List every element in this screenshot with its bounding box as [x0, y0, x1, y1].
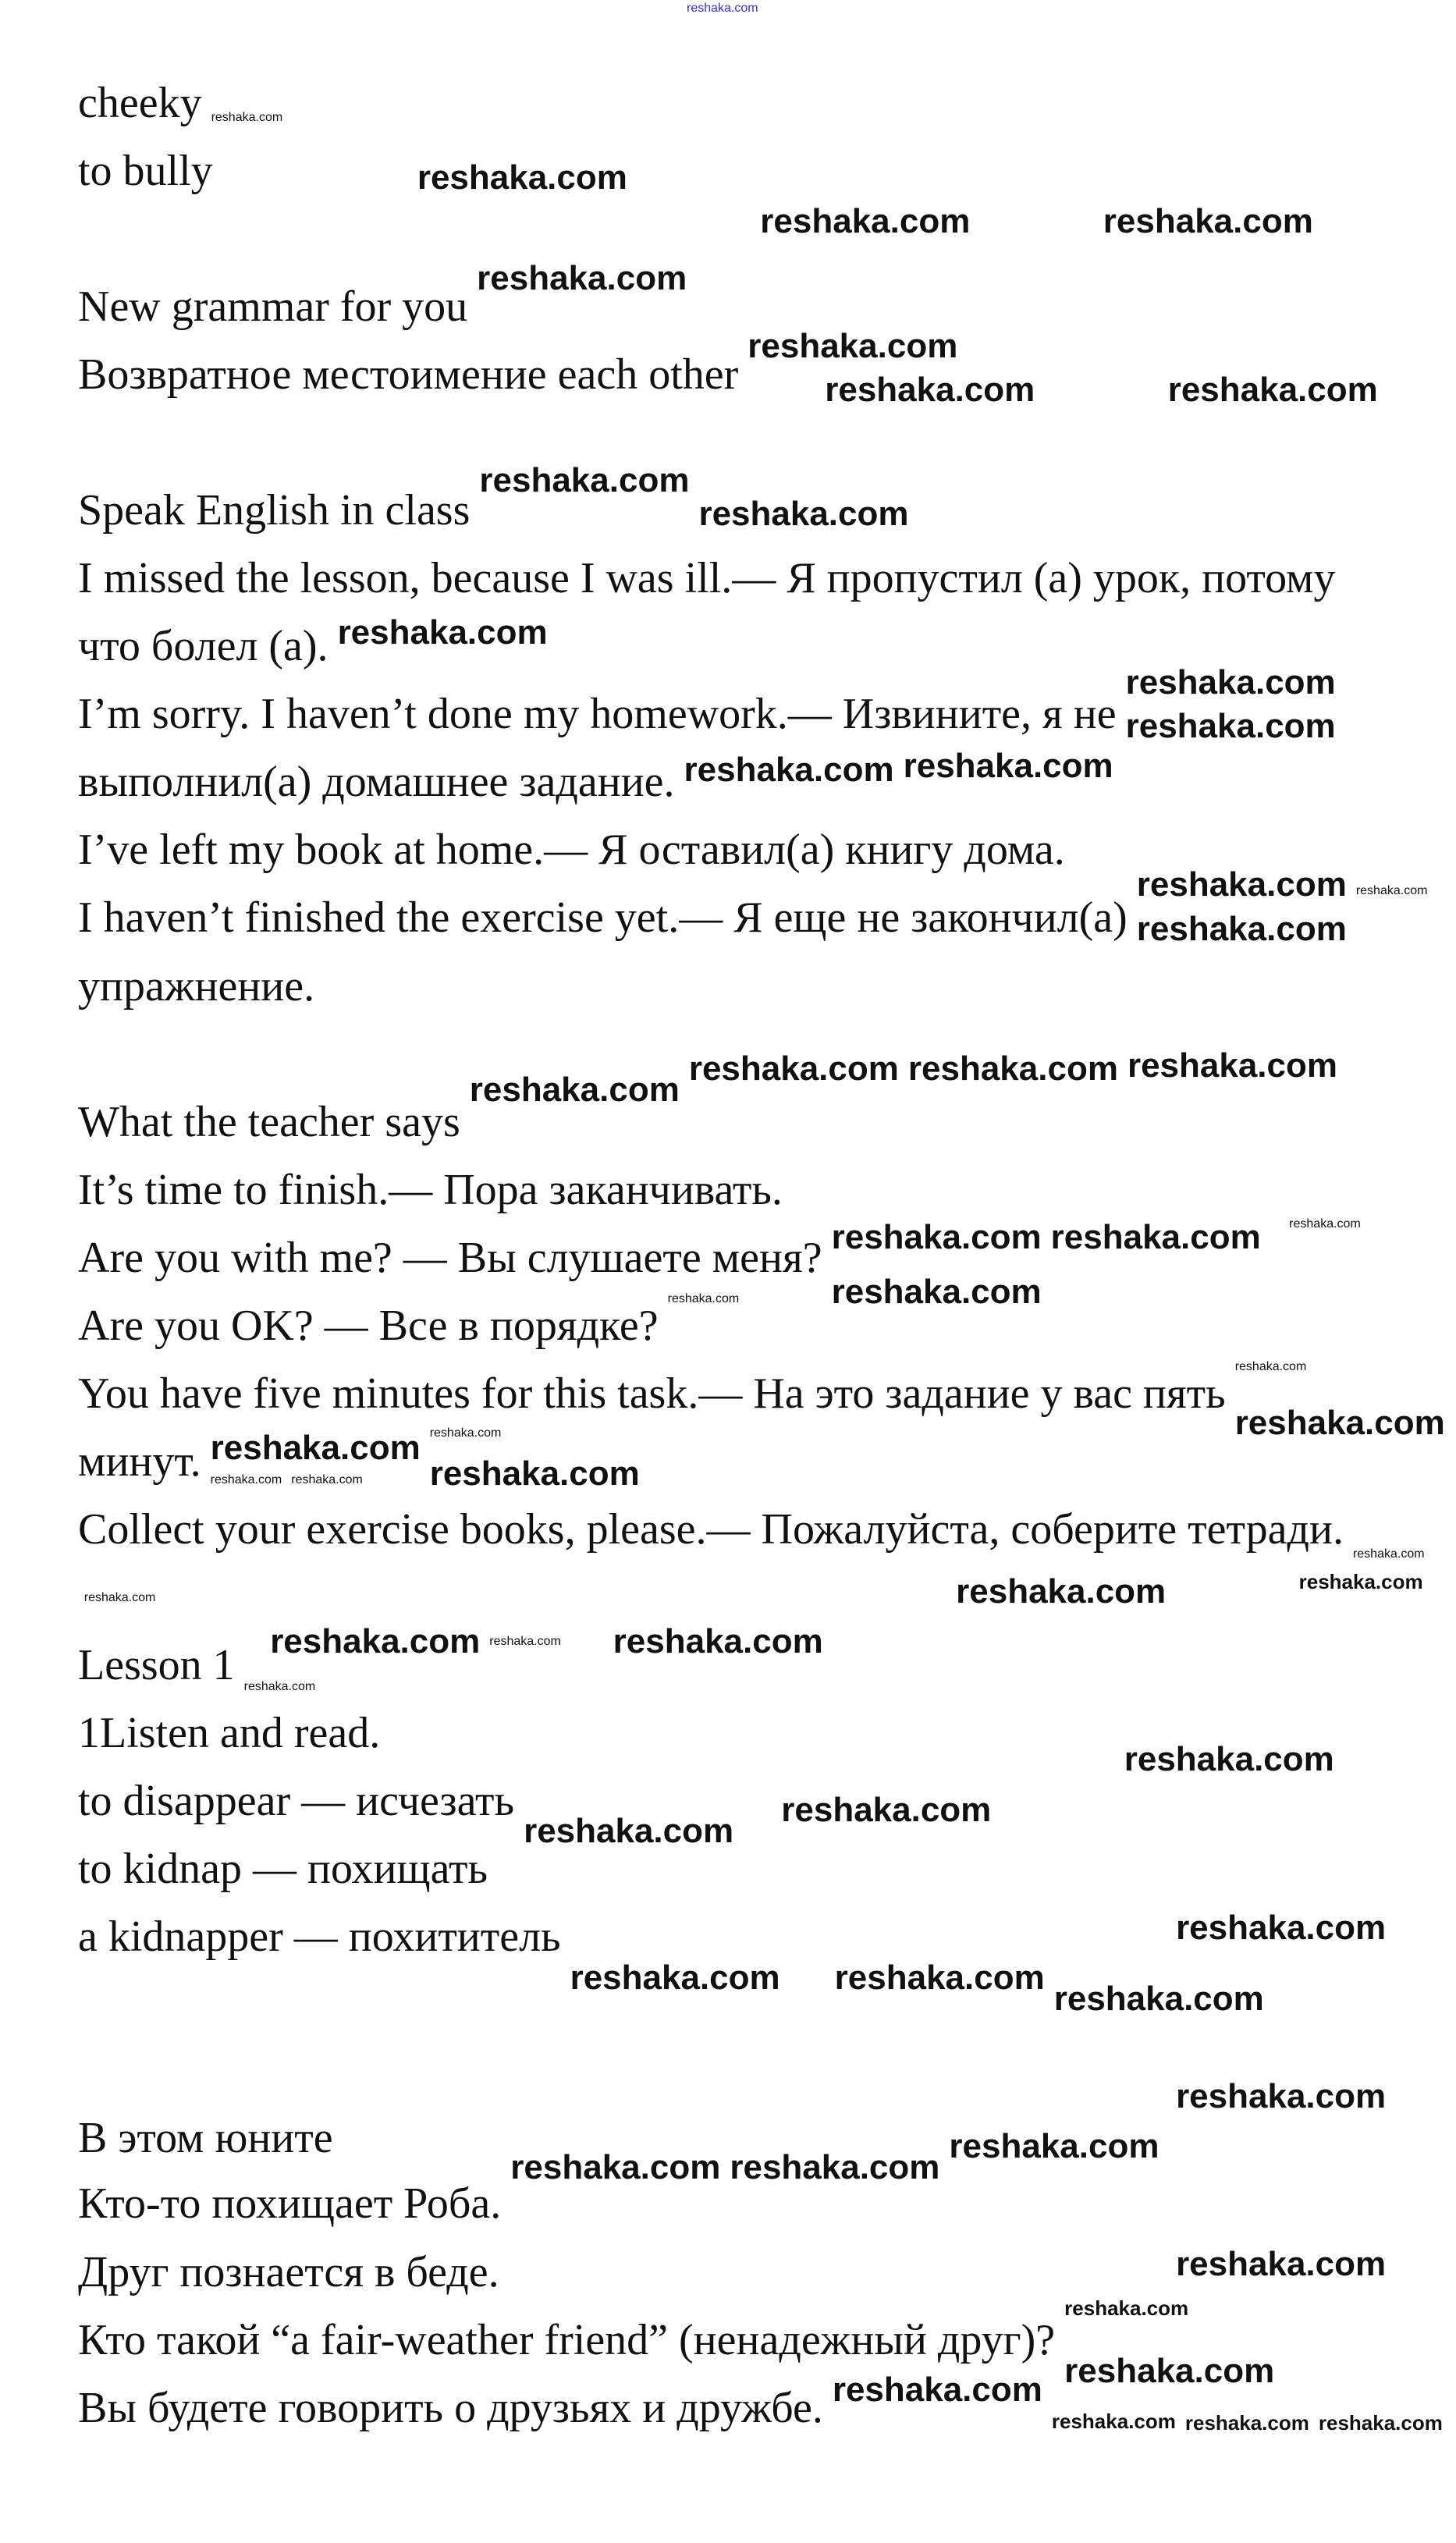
watermark: reshaka.com	[834, 1959, 1045, 1998]
watermark: reshaka.com	[1125, 662, 1336, 701]
text-line: You have five minutes for this task.— На это задание у вас пять	[78, 1369, 1226, 1418]
text-line: Collect your exercise books, please.— Пожалуйста, соберите тетради.	[78, 1505, 1344, 1554]
watermark: reshaka.com	[1125, 706, 1336, 745]
watermark: reshaka.com	[1136, 909, 1347, 948]
text-line: Are you with me? — Вы слушаете меня?	[78, 1233, 822, 1282]
text-line: Вы будете говорить о друзьях и дружбе.	[78, 2383, 823, 2432]
watermark: reshaka.com	[1136, 865, 1347, 904]
watermark: reshaka.com	[489, 1635, 561, 1649]
text-line: to kidnap — похищать	[78, 1845, 488, 1894]
text-line: It’s time to finish.— Пора заканчивать.	[78, 1165, 783, 1214]
watermark: reshaka.com	[1103, 202, 1313, 240]
watermark: reshaka.com	[613, 1622, 823, 1661]
watermark: reshaka.com	[730, 2147, 940, 2186]
text-line: минут.	[78, 1437, 201, 1486]
text-line: Друг познается в беде.	[78, 2247, 499, 2296]
watermark: reshaka.com	[1064, 2296, 1189, 2321]
watermark: reshaka.com	[781, 1790, 992, 1829]
text-line: to bully	[78, 146, 213, 195]
watermark: reshaka.com	[1234, 1404, 1445, 1443]
watermark: reshaka.com	[1298, 1570, 1423, 1594]
text-line: Возвратное местоимение each other	[78, 350, 739, 399]
text-line: Кто-то похищает Роба.	[78, 2179, 502, 2229]
watermark: reshaka.com	[748, 326, 958, 365]
watermark: reshaka.com	[417, 158, 627, 197]
watermark: reshaka.com	[1176, 1909, 1387, 1948]
watermark: reshaka.com	[1127, 1046, 1338, 1085]
text-line: Lesson 1	[78, 1641, 235, 1690]
watermark: reshaka.com	[1184, 2411, 1309, 2435]
text-line: Speak English in class	[78, 486, 471, 535]
watermark: reshaka.com	[1050, 1217, 1261, 1256]
text-line: I’ve left my book at home.— Я оставил(а) книгу дома.	[78, 826, 1065, 875]
text-line: Are you OK? — Все в порядке?	[78, 1301, 659, 1350]
text-line: to disappear — исчезать	[78, 1777, 515, 1826]
watermark: reshaka.com	[684, 750, 894, 789]
watermark: reshaka.com	[211, 111, 283, 125]
watermark: reshaka.com	[479, 460, 690, 499]
watermark: reshaka.com	[1124, 1740, 1334, 1779]
watermark: reshaka.com	[831, 1273, 1042, 1312]
watermark: reshaka.com	[337, 613, 548, 652]
watermark: reshaka.com	[903, 747, 1113, 786]
watermark: reshaka.com	[831, 1217, 1042, 1256]
watermark: reshaka.com	[524, 1811, 734, 1850]
watermark: reshaka.com	[825, 370, 1035, 409]
watermark: reshaka.com	[698, 495, 909, 534]
watermark: reshaka.com	[1064, 2352, 1275, 2391]
text-line: выполнил(а) домашнее задание.	[78, 758, 675, 807]
watermark: reshaka.com	[477, 258, 687, 297]
text-line: cheeky	[78, 78, 202, 127]
site-link[interactable]: reshaka.com	[687, 2, 758, 15]
watermark: reshaka.com	[907, 1050, 1118, 1089]
watermark: reshaka.com	[1051, 2410, 1176, 2434]
text-line: New grammar for you	[78, 282, 468, 331]
watermark: reshaka.com	[429, 1426, 502, 1440]
watermark: reshaka.com	[570, 1959, 780, 1998]
text-line: В этом юните	[78, 2113, 333, 2162]
watermark: reshaka.com	[1053, 1980, 1264, 2019]
text-line: What the teacher says	[78, 1097, 460, 1146]
watermark: reshaka.com	[667, 1291, 740, 1305]
watermark: reshaka.com	[291, 1472, 363, 1486]
watermark: reshaka.com	[1355, 884, 1428, 898]
watermark: reshaka.com	[510, 2147, 721, 2186]
watermark: reshaka.com	[1167, 370, 1378, 409]
text-line: Кто такой “a fair-weather friend” (ненадежный друг)?	[78, 2315, 1056, 2364]
text-line: a kidnapper — похититель	[78, 1913, 561, 1962]
watermark: reshaka.com	[1352, 1547, 1425, 1561]
watermark: reshaka.com	[1318, 2411, 1443, 2435]
watermark: reshaka.com	[1289, 1217, 1361, 1231]
text-line: I missed the lesson, because I was ill.— Я пропустил (а) урок, потому	[78, 554, 1336, 603]
watermark: reshaka.com	[688, 1050, 899, 1089]
watermark: reshaka.com	[210, 1472, 282, 1486]
text-line: что болел (а).	[78, 622, 328, 671]
watermark: reshaka.com	[760, 202, 971, 240]
text-line: I haven’t finished the exercise yet.— Я еще не закончил(а)	[78, 893, 1128, 943]
watermark: reshaka.com	[210, 1429, 421, 1468]
watermark: reshaka.com	[270, 1622, 481, 1661]
watermark: reshaka.com	[469, 1071, 680, 1110]
watermark: reshaka.com	[832, 2371, 1042, 2410]
text-line: I’m sorry. I haven’t done my homework.— Извините, я не	[78, 690, 1117, 739]
text-line: упражнение.	[78, 961, 315, 1010]
watermark: reshaka.com	[1176, 2076, 1387, 2115]
text-line: 1Listen and read.	[78, 1709, 381, 1758]
watermark: reshaka.com	[83, 1591, 156, 1605]
watermark: reshaka.com	[956, 1572, 1167, 1611]
watermark: reshaka.com	[1176, 2245, 1387, 2284]
watermark: reshaka.com	[1234, 1359, 1307, 1373]
watermark: reshaka.com	[243, 1680, 316, 1694]
watermark: reshaka.com	[949, 2126, 1159, 2165]
watermark: reshaka.com	[429, 1454, 640, 1493]
